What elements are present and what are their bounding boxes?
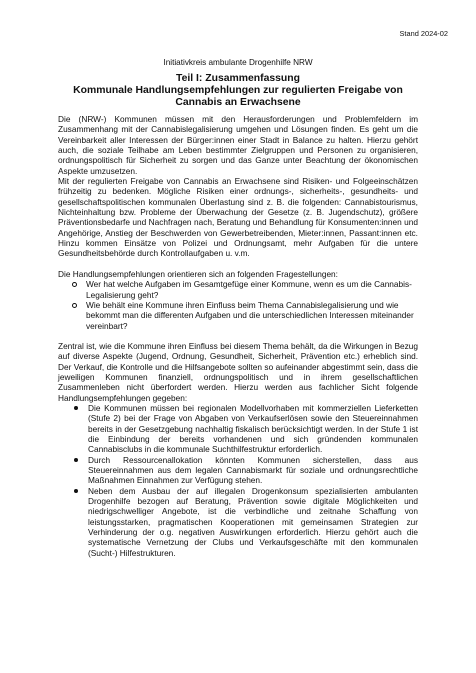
question-item: Wie behält eine Kommune ihren Einfluss beim Thema Cannabislegalisierung und wie bekommt man die differenten Aufgaben und die unterschiedlichen Interessen miteinander vereinbart? [58, 300, 418, 331]
questions-list [58, 279, 418, 331]
recommendation-item: Die Kommunen müssen bei regionalen Modellvorhaben mit kommerziellen Lieferketten (Stufe 2) bei der Frage von Abgaben von Verkaufserlösen sowie den Steuereinnahmen bereits in der Gesetzgebung nachhaltig fiskalisch berücksichtigt werden. In der Stufe 1 ist die Einbindung der bereits vorhandenen und sich gründenden kommunalen Cannabisclubs in die kommunale Suchthilfestruktur erforderlich. [58, 403, 418, 455]
document-body [58, 114, 418, 558]
questions-lead: Die Handlungsempfehlungen orientieren sich an folgenden Fragestellungen: [58, 268, 338, 279]
question-item: Wer hat welche Aufgaben im Gesamtgefüge einer Kommune, wenn es um die Cannabis-Legalisierung geht? [58, 279, 418, 300]
organization-name: Initiativkreis ambulante Drogenhilfe NRW [163, 58, 313, 67]
central-paragraph: Zentral ist, wie die Kommune ihren Einfluss bei diesem Thema behält, da die Wirkungen in Bezug auf diverse Aspekte (Jugend, Ordnung, Gesundheit, Sicherheit, Prävention etc.) erheblich sind. Der Verkauf, die Kontrolle und die Hilfsangebote sollten so aufeinander abgestimmt sein, dass die jeweiligen Kommunen finanziell, ordnungspolitisch und in ihrem gesellschaftlichen Zusammenleben nicht überfordert werden. Hierzu werden aus fachlicher Sicht folgende Handlungsempfehlungen gegeben: [58, 340, 418, 403]
version-date: Stand 2024-02 [399, 29, 448, 38]
intro-paragraph-1: Die (NRW-) Kommunen müssen mit den Herausforderungen und Problemfeldern im Zusammenhang mit der Cannabislegalisierung umgehen und Lösungen finden. Es geht um die Vereinbarkeit aller Interessen der Bürger:innen einer Stadt in Balance zu halten. Hierzu gehört auch, die soziale Teilhabe am Leben bestimmter Zielgruppen und Personen zu organisieren, ordnungspolitisch für Sicherheit zu sorgen und das Ganze unter Beachtung der ökonomischen Aspekte umzusetzen. [58, 114, 418, 176]
title-part: Teil I: Zusammenfassung [176, 73, 300, 84]
document-title [30, 73, 446, 109]
recommendations-list [58, 403, 418, 558]
recommendation-item: Durch Ressourcenallokation könnten Kommunen sicherstellen, dass aus Steuereinnahmen aus dem legalen Cannabismarkt für soziale und ordnungsrechtliche Maßnahmen Einnahmen zur Verfügung stehen. [58, 455, 418, 486]
intro-paragraph-2: Mit der regulierten Freigabe von Cannabis an Erwachsene sind Risiken- und Folgeeinschätzen frühzeitig zu bedenken. Mögliche Risiken einer ordnungs-, sicherheits-, gesundheits- und gesellschaftspolitischen kommunalen Überlastung sind z. B. die folgenden: Cannabistourismus, Nichteinhaltung bzw. Probleme der Überwachung der Gesetze (z. B. Jugendschutz), größere Präventionsbedarfe und Nachfragen nach, Beratung und Behandlung für Konsumenten:innen und Angehörige, Anstieg der Beschwerden von Gewerbetreibenden, Mieter:innen, Passant:innen etc. Hinzu kommen Einsätze von Polizei und Ordnungsamt, mehr Aufgaben für die untere Gesundheitsbehörde durch Kontrollaufgaben u. v.m. [58, 176, 418, 259]
recommendation-item: Neben dem Ausbau der auf illegalen Drogenkonsum spezialisierten ambulanten Drogenhilfe bezogen auf Beratung, Prävention sowie digitale Möglichkeiten und niedrigschwelliger Angebote, ist die verbindliche und zeitnahe Schaffung von leistungsstarken, pragmatischen Kooperationen mit gemeinsamen Strategien zur Verhinderung der o.g. negativen Auswirkungen erforderlich. Hierzu gehört auch die systematische Vernetzung der Clubs und Verkaufsgeschäfte mit den kommunalen (Sucht-) Hilfestrukturen. [58, 486, 418, 558]
title-line-3: Cannabis an Erwachsene [175, 97, 301, 108]
title-line-2: Kommunale Handlungsempfehlungen zur regulierten Freigabe von [73, 85, 403, 96]
